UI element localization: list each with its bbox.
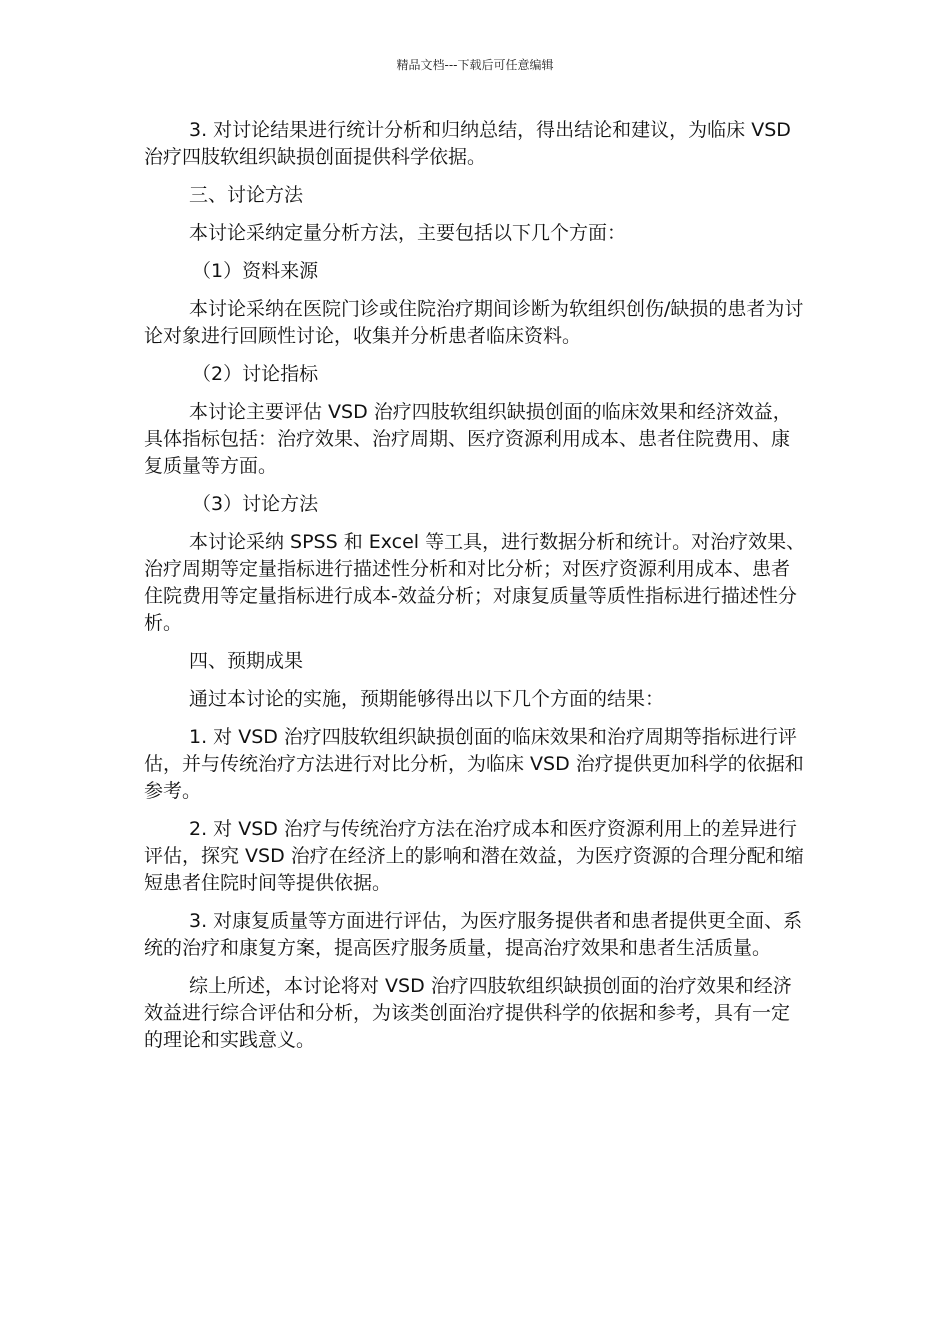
paragraph-data-source: 本讨论采纳在医院门诊或住院治疗期间诊断为软组织创伤/缺损的患者为讨论对象进行回顾性讨论，收集并分析患者临床资料。 xyxy=(144,298,804,347)
paragraph-methods-intro: 本讨论采纳定量分析方法，主要包括以下几个方面： xyxy=(189,222,627,244)
section-heading-expected-results: 四、预期成果 xyxy=(189,650,304,672)
paragraph-expected-3: 3. 对康复质量等方面进行评估，为医疗服务提供者和患者提供更全面、系统的治疗和康复方案，提高医疗服务质量，提高治疗效果和患者生活质量。 xyxy=(144,910,803,959)
paragraph-indicators: 本讨论主要评估 VSD 治疗四肢软组织缺损创面的临床效果和经济效益，具体指标包括：治疗效果、治疗周期、医疗资源利用成本、患者住院费用、康复质量等方面。 xyxy=(144,401,792,477)
subheading-indicators: （2）讨论指标 xyxy=(192,363,319,385)
section-heading-methods: 三、讨论方法 xyxy=(189,184,304,206)
document-body xyxy=(144,117,808,1065)
page-header: 精品文档---下载后可任意编辑 xyxy=(396,58,554,72)
paragraph-method: 本讨论采纳 SPSS 和 Excel 等工具，进行数据分析和统计。对治疗效果、治疗周期等定量指标进行描述性分析和对比分析；对医疗资源利用成本、患者住院费用等定量指标进行成本-效益分析；对康复质量等质性指标进行描述性分析。 xyxy=(144,531,806,634)
paragraph-expected-intro: 通过本讨论的实施，预期能够得出以下几个方面的结果： xyxy=(189,688,665,710)
subheading-data-source: （1）资料来源 xyxy=(192,260,319,282)
paragraph-expected-2: 2. 对 VSD 治疗与传统治疗方法在治疗成本和医疗资源利用上的差异进行评估，探究 VSD 治疗在经济上的影响和潜在效益，为医疗资源的合理分配和缩短患者住院时间等提供依据。 xyxy=(144,818,804,894)
paragraph-conclusion-step-3: 3. 对讨论结果进行统计分析和归纳总结，得出结论和建议，为临床 VSD 治疗四肢软组织缺损创面提供科学依据。 xyxy=(144,119,791,168)
subheading-method: （3）讨论方法 xyxy=(192,493,319,515)
paragraph-summary: 综上所述，本讨论将对 VSD 治疗四肢软组织缺损创面的治疗效果和经济效益进行综合评估和分析，为该类创面治疗提供科学的依据和参考，具有一定的理论和实践意义。 xyxy=(144,975,792,1051)
paragraph-expected-1: 1. 对 VSD 治疗四肢软组织缺损创面的临床效果和治疗周期等指标进行评估，并与传统治疗方法进行对比分析，为临床 VSD 治疗提供更加科学的依据和参考。 xyxy=(144,726,804,802)
